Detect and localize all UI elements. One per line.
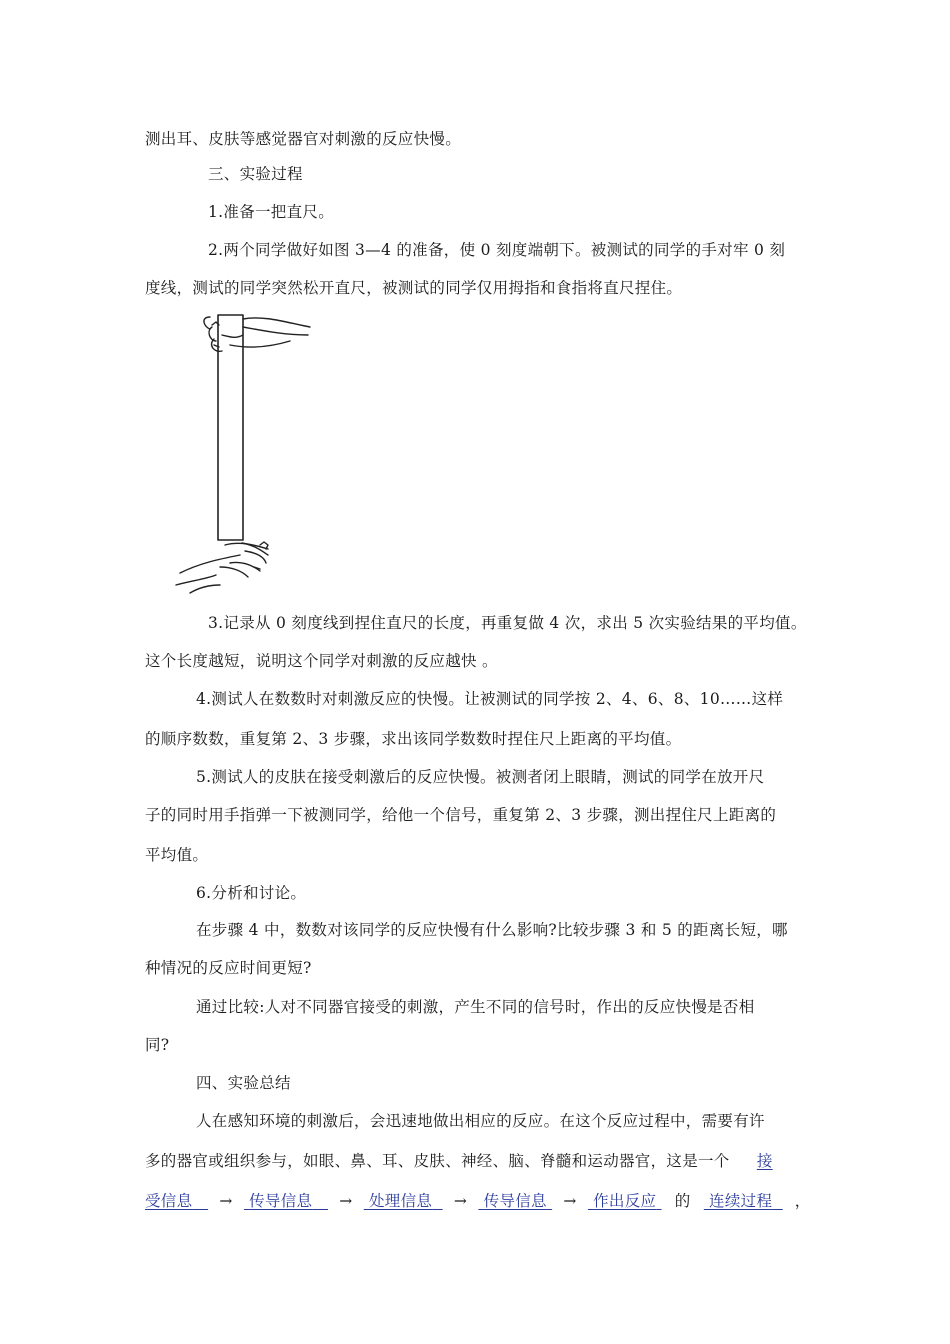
answer-fill-6: 连续过程	[709, 1192, 773, 1210]
answer-fill-2: 传导信息	[249, 1192, 313, 1210]
summary-line-2-text: 多的器官或组织参与，如眼、鼻、耳、皮肤、神经、脑、脊髓和运动器官，这是一个	[145, 1152, 730, 1170]
summary-line-1: 人在感知环境的刺激后，会迅速地做出相应的反应。在这个反应过程中，需要有许	[196, 1112, 765, 1130]
answer-fill-1a: 接	[756, 1152, 773, 1170]
answer-fill-1b: 受信息	[145, 1192, 193, 1210]
step-5-line-1: 5.测试人的皮肤在接受刺激后的反应快慢。被测者闭上眼睛，测试的同学在放开尺	[196, 768, 765, 786]
step-5-line-2: 子的同时用手指弹一下被测同学，给他一个信号，重复第 2、3 步骤，测出捏住尺上距离的	[145, 806, 777, 824]
answer-fill-5: 作出反应	[593, 1192, 657, 1210]
step-4-line-2: 的顺序数数，重复第 2、3 步骤，求出该同学数数时捏住尺上距离的平均值。	[145, 730, 682, 748]
ruler-experiment-figure	[170, 305, 320, 597]
arrow-icon: →	[453, 1192, 468, 1210]
arrow-icon: →	[563, 1192, 577, 1210]
paragraph-line: 测出耳、皮肤等感觉器官对刺激的反应快慢。	[145, 130, 462, 148]
step-2-line-2: 度线，测试的同学突然松开直尺，被测试的同学仅用拇指和食指将直尺捏住。	[145, 279, 683, 297]
step-3-line-2: 这个长度越短，说明这个同学对刺激的反应越快 。	[145, 652, 498, 670]
question-2-line-1: 通过比较:人对不同器官接受的刺激，产生不同的信号时，作出的反应快慢是否相	[196, 998, 755, 1016]
comma: ，	[794, 1192, 811, 1210]
answer-fill-4: 传导信息	[483, 1192, 547, 1210]
question-1-line-1: 在步骤 4 中，数数对该同学的反应快慢有什么影响?比较步骤 3 和 5 的距离长短，哪	[196, 921, 788, 939]
step-5-line-3: 平均值。	[145, 846, 209, 864]
section-heading-process: 三、实验过程	[208, 165, 303, 183]
step-1: 1.准备一把直尺。	[208, 203, 334, 221]
step-4-line-1: 4.测试人在数数时对刺激反应的快慢。让被测试的同学按 2、4、6、8、10……这样	[196, 690, 784, 708]
question-1-line-2: 种情况的反应时间更短?	[145, 959, 312, 977]
step-3-line-1: 3.记录从 0 刻度线到捏住直尺的长度，再重复做 4 次，求出 5 次实验结果的平均值。	[208, 614, 807, 632]
step-2-line-1: 2.两个同学做好如图 3—4 的准备，使 0 刻度端朝下。被测试的同学的手对牢 0 刻	[208, 241, 786, 259]
section-heading-summary: 四、实验总结	[196, 1074, 291, 1092]
summary-line-3	[145, 1191, 815, 1211]
summary-line-2	[145, 1151, 815, 1171]
connector-de: 的	[674, 1192, 691, 1210]
arrow-icon: →	[339, 1192, 353, 1210]
question-2-line-2: 同?	[145, 1036, 170, 1054]
step-6: 6.分析和讨论。	[196, 884, 307, 902]
arrow-icon: →	[219, 1192, 233, 1210]
answer-fill-3: 处理信息	[368, 1192, 433, 1210]
